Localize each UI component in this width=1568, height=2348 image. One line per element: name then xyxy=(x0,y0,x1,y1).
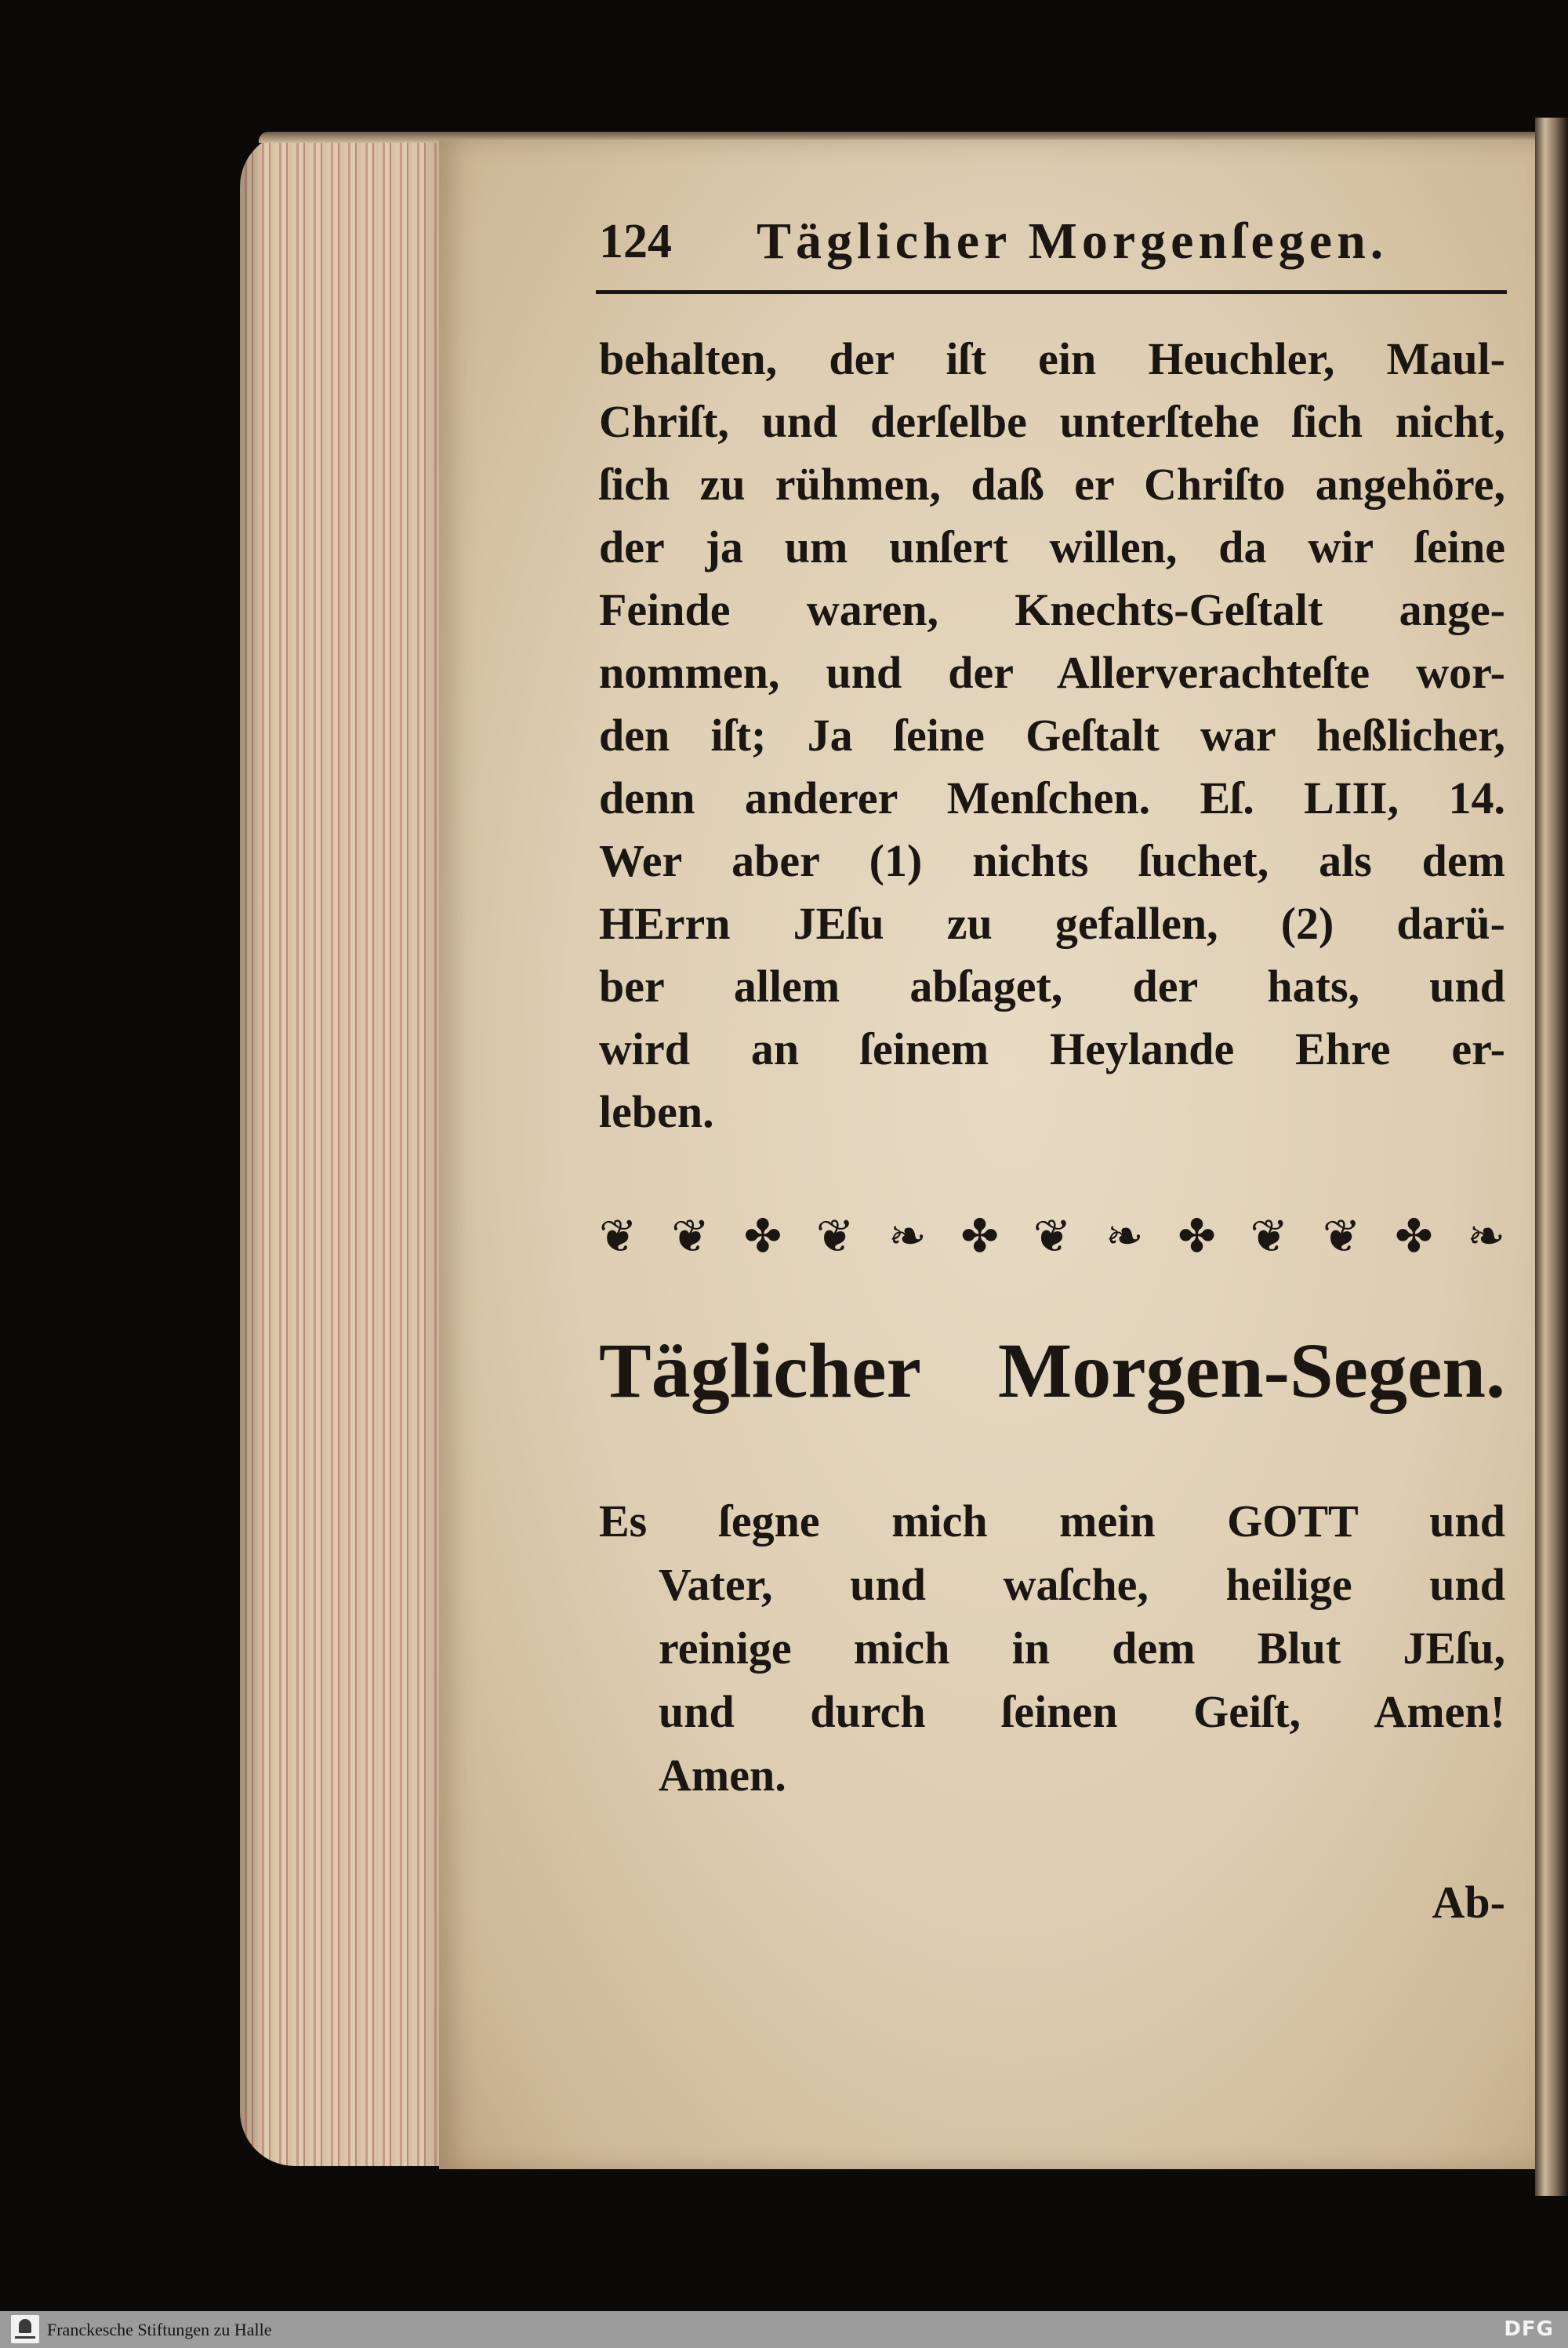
prayer-line: Amen. xyxy=(659,1750,786,1801)
text-line: den iſt; Ja ſeine Geſtalt war heßlicher, xyxy=(599,710,1505,761)
text-line: Wer aber (1) nichts ſuchet, als dem xyxy=(599,835,1505,886)
fleuron-icon xyxy=(816,1209,855,1263)
prayer-line: und durch ſeinen Geiſt, Amen! xyxy=(659,1686,1505,1737)
text-line: der ja um unſert willen, da wir ſeine xyxy=(599,522,1505,572)
text-line: Chriſt, und derſelbe unterſtehe ſich nicht, xyxy=(599,396,1505,447)
footer-bar xyxy=(0,2311,1568,2348)
body-text xyxy=(599,328,1505,1143)
page-edges xyxy=(240,132,453,2166)
text-line: HErrn JEſu zu gefallen, (2) darü- xyxy=(599,898,1505,949)
fleuron-icon xyxy=(1395,1209,1433,1263)
institution-name: Franckesche Stiftungen zu Halle xyxy=(47,2320,272,2339)
text-line: Feinde waren, Knechts-Geſtalt ange- xyxy=(599,584,1505,635)
header-rule xyxy=(596,290,1507,294)
prayer-line: Vater, und waſche, heilige und xyxy=(659,1559,1505,1610)
text-line: ſich zu rühmen, daß er Chriſto angehöre, xyxy=(599,459,1505,510)
fleuron-icon xyxy=(744,1209,782,1263)
page-number: 124 xyxy=(599,215,672,268)
fleuron-icon xyxy=(960,1209,999,1263)
text-line: leben. xyxy=(599,1086,714,1137)
fleuron-icon xyxy=(1250,1209,1289,1263)
fleuron-icon xyxy=(599,1209,637,1263)
running-head: Täglicher Morgenſegen. xyxy=(757,213,1388,270)
section-title: Täglicher Morgen-Segen. xyxy=(599,1327,1505,1414)
prayer-text xyxy=(599,1489,1505,1807)
fleuron-icon xyxy=(1105,1209,1144,1263)
text-line: nommen, und der Allerverachteſte wor- xyxy=(599,647,1505,698)
fleuron-icon xyxy=(1178,1209,1216,1263)
fleuron-icon xyxy=(1033,1209,1072,1263)
prayer-line: Es ſegne mich mein GOTT und xyxy=(599,1496,1505,1547)
catchword: Ab- xyxy=(1432,1877,1505,1928)
book-gutter xyxy=(1535,118,1568,2196)
fleuron-icon xyxy=(1467,1209,1505,1263)
text-line: behalten, der iſt ein Heuchler, Maul- xyxy=(599,333,1505,384)
funder-label: DFG xyxy=(1504,2317,1554,2341)
institution-logo-icon xyxy=(11,2315,39,2343)
prayer-line: reinige mich in dem Blut JEſu, xyxy=(659,1623,1505,1674)
text-line: ber allem abſaget, der hats, und xyxy=(599,961,1505,1012)
fleuron-icon xyxy=(671,1209,710,1263)
fleuron-row xyxy=(599,1208,1505,1264)
text-line: denn anderer Menſchen. Eſ. LIII, 14. xyxy=(599,772,1505,823)
fleuron-icon xyxy=(1323,1209,1361,1263)
text-line: wird an ſeinem Heylande Ehre er- xyxy=(599,1023,1505,1074)
fleuron-icon xyxy=(888,1209,927,1263)
